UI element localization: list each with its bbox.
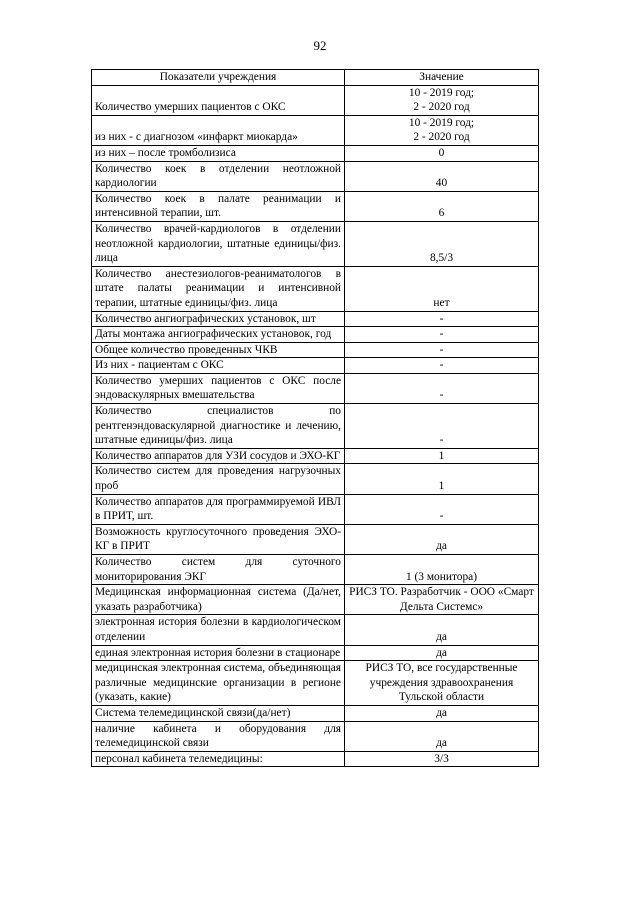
row-value: да	[345, 705, 539, 721]
row-value: 8,5/3	[345, 221, 539, 266]
table-row	[92, 266, 539, 311]
row-value: 10 - 2019 год; 2 - 2020 год	[345, 115, 539, 145]
row-value: да	[345, 645, 539, 661]
table-row	[92, 448, 539, 464]
row-label: из них - с диагнозом «инфаркт миокарда»	[92, 115, 345, 145]
row-label: Количество аппаратов для программируемой ИВЛ в ПРИТ, шт.	[92, 494, 345, 524]
row-label: Количество врачей-кардиологов в отделении неотложной кардиологии, штатные единицы/физ. лица	[92, 221, 345, 266]
table-row	[92, 161, 539, 191]
row-value: 1	[345, 464, 539, 494]
row-value: 0	[345, 145, 539, 161]
row-value: 6	[345, 191, 539, 221]
table-row	[92, 221, 539, 266]
row-value: -	[345, 373, 539, 403]
row-label: Медицинская информационная система (Да/нет, указать разработчика)	[92, 585, 345, 615]
table-row	[92, 464, 539, 494]
header-value: Значение	[345, 70, 539, 86]
table-row	[92, 404, 539, 449]
row-label: Общее количество проведенных ЧКВ	[92, 342, 345, 358]
table-row	[92, 751, 539, 767]
table-row	[92, 705, 539, 721]
header-indicators: Показатели учреждения	[92, 70, 345, 86]
indicators-table	[91, 69, 539, 767]
table-row	[92, 115, 539, 145]
row-label: из них – после тромболизиса	[92, 145, 345, 161]
row-label: наличие кабинета и оборудования для телемедицинской связи	[92, 721, 345, 751]
table-row	[92, 145, 539, 161]
row-value: -	[345, 494, 539, 524]
row-value: да	[345, 524, 539, 554]
table-row	[92, 342, 539, 358]
table-row	[92, 615, 539, 645]
table-body	[92, 85, 539, 767]
row-value: -	[345, 342, 539, 358]
row-label: Возможность круглосуточного проведения ЭХО-КГ в ПРИТ	[92, 524, 345, 554]
row-label: Количество систем для суточного мониторирования ЭКГ	[92, 555, 345, 585]
row-label: электронная история болезни в кардиологическом отделении	[92, 615, 345, 645]
row-label: Количество ангиографических установок, шт	[92, 311, 345, 327]
row-value: нет	[345, 266, 539, 311]
row-label: Количество коек в отделении неотложной кардиологии	[92, 161, 345, 191]
row-value: да	[345, 615, 539, 645]
row-value: 1	[345, 448, 539, 464]
row-label: медицинская электронная система, объединяющая различные медицинские организации в регионе (указать, какие)	[92, 661, 345, 706]
table-row	[92, 327, 539, 343]
row-label: Количество анестезиологов-реаниматологов в штате палаты реанимации и интенсивной терапии, штатные единицы/физ. лица	[92, 266, 345, 311]
row-label: Количество специалистов по рентгенэндоваскулярной диагностике и лечению, штатные единицы/физ. лица	[92, 404, 345, 449]
row-label: Из них - пациентам с ОКС	[92, 358, 345, 374]
table-row	[92, 721, 539, 751]
table-row	[92, 661, 539, 706]
row-label: персонал кабинета телемедицины:	[92, 751, 345, 767]
table-row	[92, 358, 539, 374]
row-label: Количество умерших пациентов с ОКС	[92, 85, 345, 115]
row-value: 1 (3 монитора)	[345, 555, 539, 585]
table-row	[92, 191, 539, 221]
row-value: да	[345, 721, 539, 751]
row-label: Количество коек в палате реанимации и интенсивной терапии, шт.	[92, 191, 345, 221]
row-value: РИСЗ ТО, все государственные учреждения здравоохранения Тульской области	[345, 661, 539, 706]
table-row	[92, 645, 539, 661]
row-value: 10 - 2019 год; 2 - 2020 год	[345, 85, 539, 115]
row-value: -	[345, 311, 539, 327]
row-label: Даты монтажа ангиографических установок, год	[92, 327, 345, 343]
row-value: -	[345, 327, 539, 343]
table-row	[92, 373, 539, 403]
row-label: Количество умерших пациентов с ОКС после эндоваскулярных вмешательства	[92, 373, 345, 403]
table-row	[92, 585, 539, 615]
row-value: -	[345, 404, 539, 449]
table-row	[92, 524, 539, 554]
row-value: РИСЗ ТО. Разработчик - ООО «Смарт Дельта Системс»	[345, 585, 539, 615]
table-row	[92, 85, 539, 115]
row-value: 40	[345, 161, 539, 191]
table-header-row	[92, 70, 539, 86]
row-label: Система телемедицинской связи(да/нет)	[92, 705, 345, 721]
row-label: Количество аппаратов для УЗИ сосудов и ЭХО-КГ	[92, 448, 345, 464]
table-row	[92, 555, 539, 585]
table-row	[92, 311, 539, 327]
row-value: 3/3	[345, 751, 539, 767]
row-label: единая электронная история болезни в стационаре	[92, 645, 345, 661]
table-row	[92, 494, 539, 524]
row-value: -	[345, 358, 539, 374]
row-label: Количество систем для проведения нагрузочных проб	[92, 464, 345, 494]
page-number: 92	[313, 38, 327, 53]
